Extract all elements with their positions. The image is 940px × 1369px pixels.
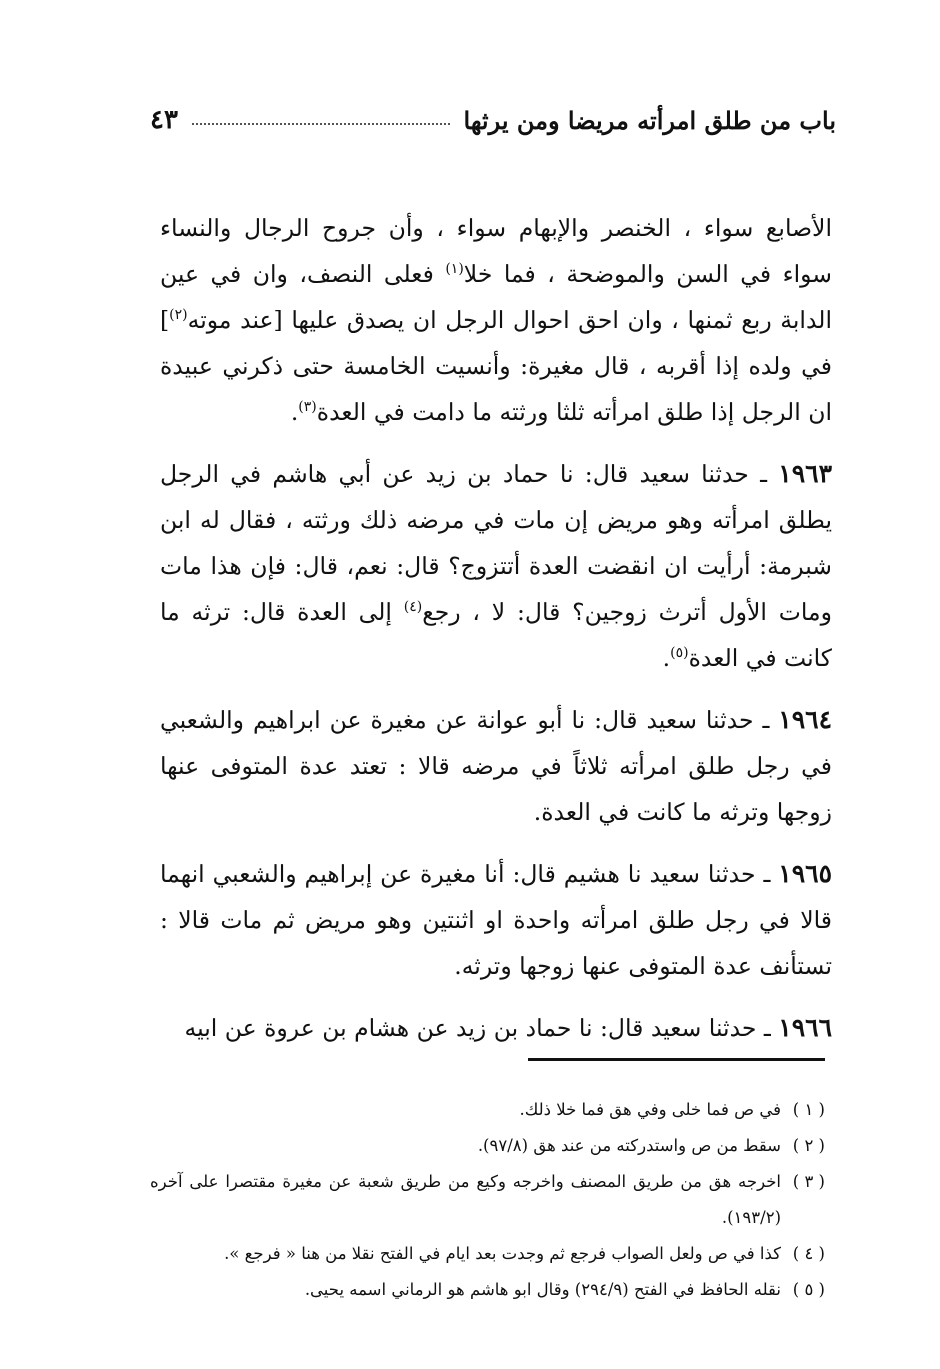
footnote-separator [528,1058,825,1061]
footnote-ref-2: (٢) [169,307,188,324]
footnote-text: كذا في ص ولعل الصواب فرجع ثم وجدت بعد ايام في الفتح نقلا من هنا « فرجع ». [224,1244,781,1263]
footnote-1 [150,1092,825,1128]
footnote-text: في ص فما خلى وفي هق فما خلا ذلك. [519,1100,781,1119]
hadith-number: ١٩٦٦ [778,1013,832,1042]
hadith-number: ١٩٦٥ [778,859,832,888]
hadith-1964: ١٩٦٤ ـ حدثنا سعيد قال: نا أبو عوانة عن مغيرة عن ابراهيم والشعبي في رجل طلق امرأته ثلاثاً في مرضه قالا : تعتد عدة المتوفى عنها زوجها وترثه ما كانت في العدة. [160,705,832,826]
footnote-number: ( ١ ) [792,1100,825,1119]
footnote-text: اخرجه هق من طريق المصنف واخرجه وكيع من طريق شعبة عن مغيرة مقتصرا على آخره (١٩٣/٢). [150,1172,781,1227]
footnote-number: ( ٢ ) [792,1136,825,1155]
main-text [160,205,832,1067]
footnote-ref-3: (٣) [298,399,317,416]
footnote-number: ( ٤ ) [792,1244,825,1263]
footnote-text: نقله الحافظ في الفتح (٢٩٤/٩) وقال ابو هاشم هو الرماني اسمه يحيى. [304,1280,781,1299]
hadith-1963: ١٩٦٣ ـ حدثنا سعيد قال: نا حماد بن زيد عن أبي هاشم في الرجل يطلق امرأته وهو مريض إن مات في مرضه ذلك ورثته ، فقال له ابن شبرمة: أرأيت ان انقضت العدة أتتزوج؟ قال: نعم، قال: فإن هذا مات ومات الأول أترث زوجين؟ قال: لا ، رجع$^{(٤)}$ إلى العدة قال: ترثه ما كانت في العدة$^{(٥)}$. [160,459,832,672]
running-header [150,100,836,140]
header-dotted-leader [192,123,450,125]
footnote-number: ( ٥ ) [792,1280,825,1299]
footnote-ref-5: (٥) [670,645,689,662]
page-number: ٤٣ [150,105,178,135]
footnote-ref-4: (٤) [403,599,423,616]
footnote-2 [150,1128,825,1164]
hadith-1966: ١٩٦٦ ـ حدثنا سعيد قال: نا حماد بن زيد عن هشام بن عروة عن ابيه [184,1013,832,1042]
paragraph-continuation: الأصابع سواء ، الخنصر والإبهام سواء ، وأن جروح الرجال والنساء سواء في السن والموضحة ، فما خلا$^{(١)}$ فعلى النصف، وان في عين الدابة ربع ثمنها ، وان احق احوال الرجل ان يصدق عليها [عند موته$^{(٢)}$] في ولده إذا أقربه ، قال مغيرة: وأنسيت الخامسة حتى ذكرني عبيدة ان الرجل إذا طلق امرأته ثلثا ورثته ما دامت في العدة$^{(٣)}$. [160,214,832,426]
footnote-5 [150,1272,825,1308]
chapter-title: باب من طلق امرأته مريضا ومن يرثها [463,105,836,135]
hadith-number: ١٩٦٤ [778,705,832,734]
footnote-4 [150,1236,825,1272]
footnote-number: ( ٣ ) [792,1172,825,1191]
footnote-text: سقط من ص واستدركته من عند هق (٩٧/٨). [477,1136,781,1155]
footnote-ref-1: (١) [445,261,464,278]
hadith-1965: ١٩٦٥ ـ حدثنا سعيد نا هشيم قال: أنا مغيرة عن إبراهيم والشعبي انهما قالا في رجل طلق امرأته واحدة او اثنتين وهو مريض ثم مات قالا : تستأنف عدة المتوفى عنها زوجها وترثه. [160,859,832,980]
hadith-number: ١٩٦٣ [778,459,832,488]
footnote-3 [150,1164,825,1236]
footnotes [150,1092,825,1308]
